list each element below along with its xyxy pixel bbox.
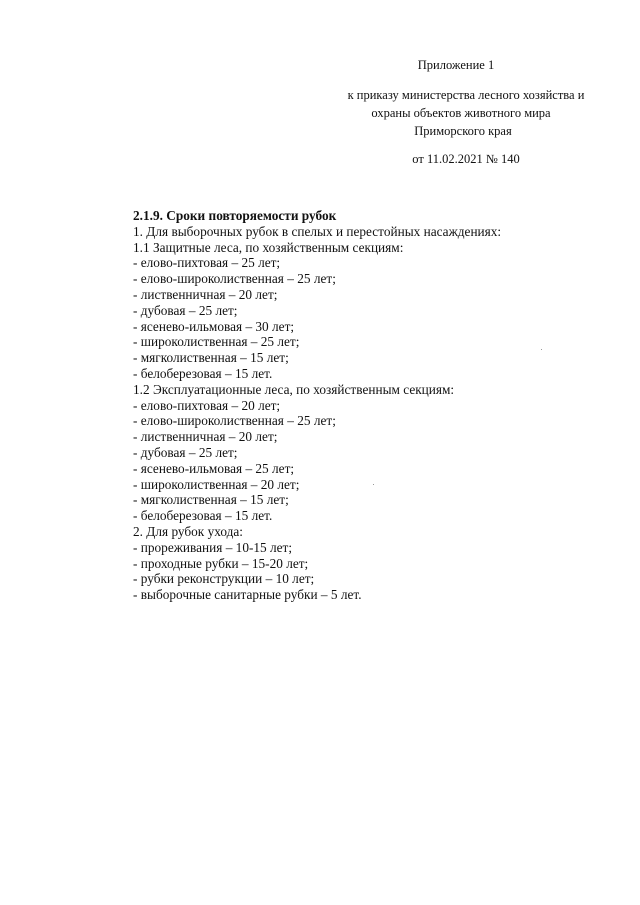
text-line: 1. Для выборочных рубок в спелых и перестойных насаждениях: <box>133 223 502 239</box>
text-line: - мягколиственная – 15 лет; <box>133 492 289 508</box>
text-line: - елово-широколиственная – 25 лет; <box>133 413 336 429</box>
text-line: - елово-пихтовая – 25 лет; <box>133 255 281 271</box>
text-line: - ясенево-ильмовая – 30 лет; <box>133 318 295 334</box>
text-line: - дубовая – 25 лет; <box>133 444 238 460</box>
order-date-number: от 11.02.2021 № 140 <box>412 152 520 166</box>
text-line: 2. Для рубок ухода: <box>133 523 244 539</box>
text-line: - лиственничная – 20 лет; <box>133 429 278 445</box>
text-line: - рубки реконструкции – 10 лет; <box>133 571 315 587</box>
text-line: - белоберезовая – 15 лет. <box>133 365 273 381</box>
text-line: - елово-широколиственная – 25 лет; <box>133 271 336 287</box>
text-line: - мягколиственная – 15 лет; <box>133 350 289 366</box>
text-line: - ясенево-ильмовая – 25 лет; <box>133 460 295 476</box>
text-line: - елово-пихтовая – 20 лет; <box>133 397 281 413</box>
appendix-number: Приложение 1 <box>417 58 495 72</box>
text-line: - лиственничная – 20 лет; <box>133 286 278 302</box>
scan-speck <box>541 349 542 350</box>
order-line-2: охраны объектов животного мира <box>371 106 551 120</box>
section-body <box>133 208 501 603</box>
order-line-3: Приморского края <box>414 124 512 138</box>
text-line: - широколиственная – 20 лет; <box>133 476 300 492</box>
text-line: - проходные рубки – 15-20 лет; <box>133 555 309 571</box>
section-title: 2.1.9. Сроки повторяемости рубок <box>133 208 337 223</box>
text-line: - прореживания – 10-15 лет; <box>133 539 293 555</box>
text-line: - выборочные санитарные рубки – 5 лет. <box>133 587 362 603</box>
text-line: - белоберезовая – 15 лет. <box>133 508 273 524</box>
text-line: 1.2 Эксплуатационные леса, по хозяйственным секциям: <box>133 381 455 397</box>
order-line-1: к приказу министерства лесного хозяйства и <box>347 88 585 102</box>
scan-speck <box>373 484 374 485</box>
text-line: - широколиственная – 25 лет; <box>133 334 300 350</box>
text-line: 1.1 Защитные леса, по хозяйственным секциям: <box>133 239 404 255</box>
text-line: - дубовая – 25 лет; <box>133 302 238 318</box>
